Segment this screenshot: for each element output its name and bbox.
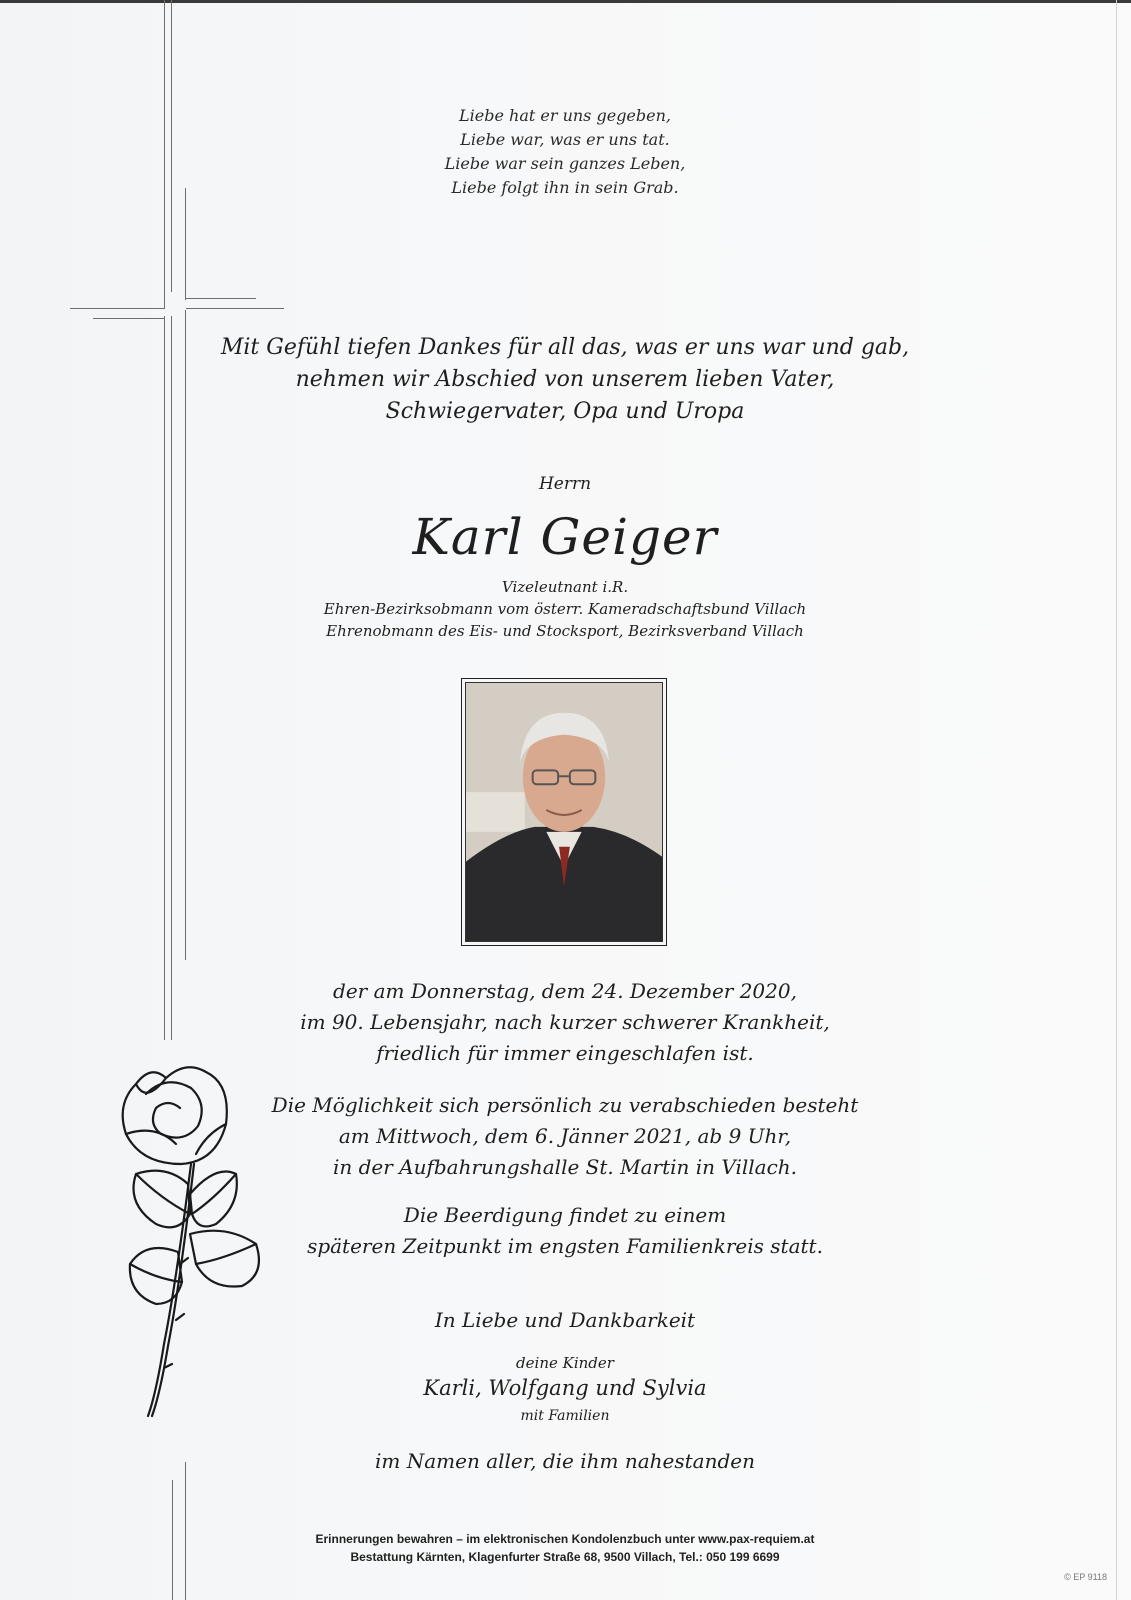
death-line: friedlich für immer eingeschlafen ist.	[376, 1041, 754, 1065]
farewell-line: am Mittwoch, dem 6. Jänner 2021, ab 9 Uhr,	[338, 1124, 792, 1148]
verse-line: Liebe war sein ganzes Leben,	[444, 154, 686, 173]
portrait-illustration	[466, 683, 662, 941]
intro-line: nehmen wir Abschied von unserem lieben Vater,	[295, 367, 835, 392]
footer	[150, 1530, 980, 1566]
footer-line: Erinnerungen bewahren – im elektronischen Kondolenzbuch unter www.pax-requiem.at	[315, 1532, 815, 1546]
rose-icon	[106, 1064, 276, 1444]
funeral-line: Die Beerdigung findet zu einem	[403, 1203, 727, 1227]
verse	[150, 104, 980, 200]
closing-love: In Liebe und Dankbarkeit	[434, 1308, 696, 1332]
children-label: deine Kinder	[516, 1354, 614, 1372]
salutation: Herrn	[538, 474, 592, 494]
deceased-name: Karl Geiger	[412, 508, 718, 566]
print-code: © EP 9118	[1064, 1572, 1107, 1582]
intro-line: Schwiegervater, Opa und Uropa	[385, 399, 745, 424]
closing-all: im Namen aller, die ihm nahestanden	[375, 1449, 755, 1473]
title-line: Ehren-Bezirksobmann vom österr. Kameradschaftsbund Villach	[323, 600, 807, 618]
right-edge	[1116, 0, 1117, 1600]
verse-line: Liebe folgt ihn in sein Grab.	[451, 178, 679, 197]
portrait-photo	[465, 682, 663, 942]
titles	[150, 576, 980, 642]
footer-line: Bestattung Kärnten, Klagenfurter Straße 68, 9500 Villach, Tel.: 050 199 6699	[350, 1550, 780, 1564]
families-note: mit Familien	[520, 1408, 610, 1424]
farewell-line: Die Möglichkeit sich persönlich zu verabschieden besteht	[271, 1093, 859, 1117]
farewell-line: in der Aufbahrungshalle St. Martin in Villach.	[332, 1155, 798, 1179]
death-line: der am Donnerstag, dem 24. Dezember 2020,	[333, 979, 797, 1003]
top-edge	[0, 0, 1131, 3]
verse-line: Liebe war, was er uns tat.	[460, 130, 670, 149]
title-line: Ehrenobmann des Eis- und Stocksport, Bezirksverband Villach	[326, 622, 804, 640]
portrait-frame	[461, 678, 667, 946]
intro	[150, 332, 980, 428]
death-line: im 90. Lebensjahr, nach kurzer schwerer Krankheit,	[300, 1010, 830, 1034]
children-names: Karli, Wolfgang und Sylvia	[423, 1376, 707, 1400]
death-notice	[150, 976, 980, 1069]
verse-line: Liebe hat er uns gegeben,	[459, 106, 671, 125]
funeral-line: späteren Zeitpunkt im engsten Familienkreis statt.	[307, 1234, 823, 1258]
title-line: Vizeleutnant i.R.	[501, 578, 629, 596]
intro-line: Mit Gefühl tiefen Dankes für all das, was er uns war und gab,	[220, 335, 910, 360]
